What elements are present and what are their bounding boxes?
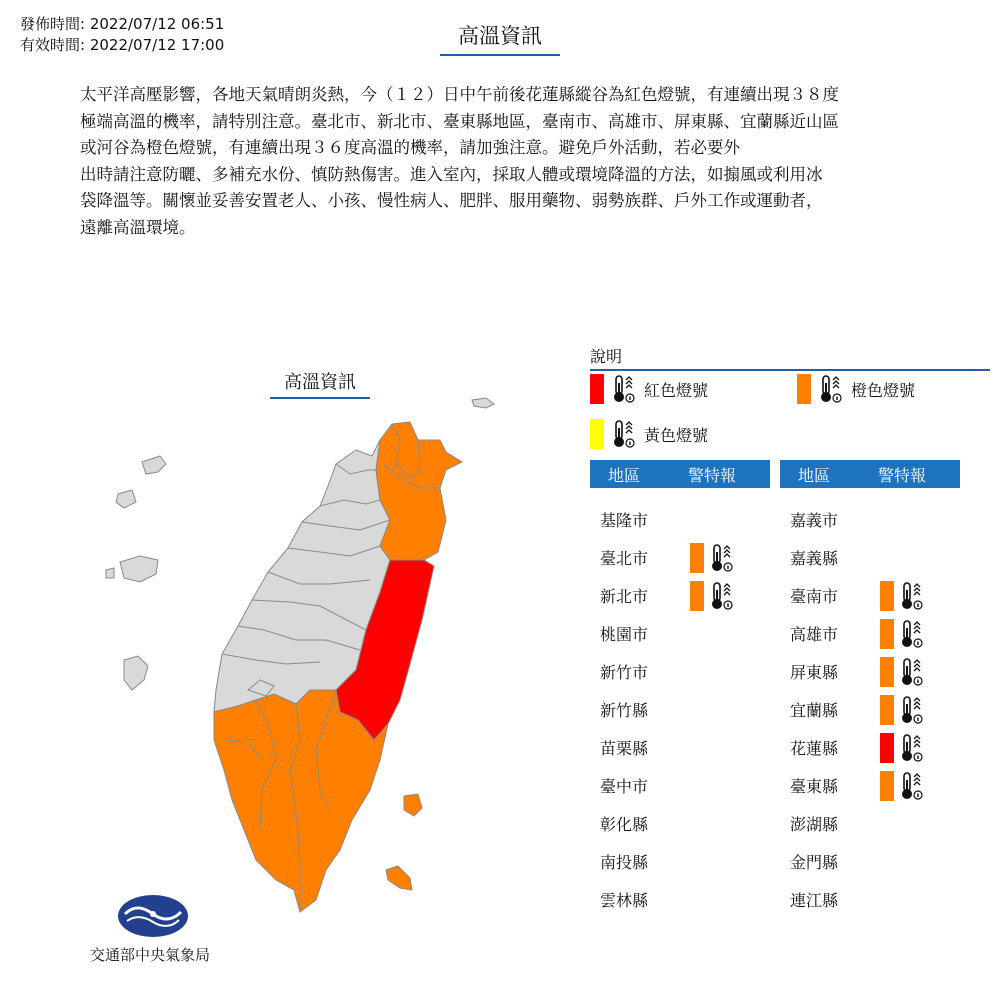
region-name: 嘉義市 bbox=[790, 510, 839, 530]
red-swatch bbox=[880, 733, 894, 763]
region-name: 雲林縣 bbox=[600, 890, 649, 910]
legend-item-red bbox=[590, 373, 708, 405]
thermometer-icon bbox=[610, 373, 636, 405]
region-name: 高雄市 bbox=[790, 624, 839, 644]
orange-swatch bbox=[880, 619, 894, 649]
legend-label: 橙色燈號 bbox=[851, 380, 916, 400]
map-green-island bbox=[404, 794, 422, 816]
region-name: 桃園市 bbox=[600, 624, 649, 644]
publish-time: 發佈時間: 2022/07/12 06:51 bbox=[20, 15, 225, 33]
thermometer-icon bbox=[898, 656, 924, 688]
warning-indicator bbox=[880, 732, 924, 764]
region-name: 連江縣 bbox=[790, 890, 839, 910]
description-line: 遠離高溫環境。 bbox=[80, 217, 196, 237]
thermometer-icon bbox=[610, 418, 636, 450]
table-row bbox=[600, 766, 770, 804]
thermometer-icon bbox=[898, 618, 924, 650]
table-row bbox=[790, 728, 960, 766]
table-row bbox=[790, 576, 960, 614]
cwb-logo-icon bbox=[117, 894, 189, 938]
warning-indicator bbox=[690, 580, 734, 612]
region-name: 澎湖縣 bbox=[790, 814, 839, 834]
table-row bbox=[600, 614, 770, 652]
warning-indicator bbox=[880, 580, 924, 612]
table-row bbox=[790, 690, 960, 728]
table-row bbox=[790, 880, 960, 918]
region-name: 金門縣 bbox=[790, 852, 839, 872]
page-title: 高溫資訊 bbox=[440, 20, 560, 56]
table-header-left bbox=[590, 460, 770, 488]
map-penghu bbox=[106, 456, 166, 690]
orange-swatch bbox=[880, 771, 894, 801]
region-name: 南投縣 bbox=[600, 852, 649, 872]
valid-time: 有效時間: 2022/07/12 17:00 bbox=[20, 36, 225, 54]
map-region-north-orange bbox=[376, 422, 462, 560]
table-row bbox=[790, 766, 960, 804]
warning-indicator bbox=[880, 694, 924, 726]
table-row bbox=[600, 842, 770, 880]
orange-swatch bbox=[797, 374, 811, 404]
orange-swatch bbox=[690, 581, 704, 611]
region-name: 宜蘭縣 bbox=[790, 700, 839, 720]
thermometer-icon bbox=[898, 694, 924, 726]
thermometer-icon bbox=[708, 542, 734, 574]
region-name: 臺中市 bbox=[600, 776, 649, 796]
map-guishan bbox=[472, 398, 494, 408]
thermometer-icon bbox=[708, 580, 734, 612]
thermometer-icon bbox=[898, 580, 924, 612]
thermometer-icon bbox=[898, 770, 924, 802]
table-row bbox=[790, 804, 960, 842]
thermometer-icon bbox=[817, 373, 843, 405]
table-row bbox=[600, 880, 770, 918]
issue-times bbox=[20, 14, 224, 56]
table-row bbox=[600, 728, 770, 766]
header-warning: 警特報 bbox=[878, 465, 927, 485]
warning-indicator bbox=[880, 656, 924, 688]
orange-swatch bbox=[690, 543, 704, 573]
description-line: 極端高溫的機率，請特別注意。臺北市、新北市、臺東縣地區，臺南市、高雄市、屏東縣、宜蘭縣近山區 bbox=[80, 111, 839, 131]
region-name: 臺東縣 bbox=[790, 776, 839, 796]
table-row bbox=[600, 804, 770, 842]
legend-item-orange bbox=[797, 373, 915, 405]
region-name: 新北市 bbox=[600, 586, 649, 606]
table-row bbox=[790, 842, 960, 880]
orange-swatch bbox=[880, 657, 894, 687]
map-title: 高溫資訊 bbox=[270, 368, 370, 399]
warning-indicator bbox=[880, 770, 924, 802]
table-row bbox=[790, 500, 960, 538]
header-region: 地區 bbox=[798, 465, 831, 485]
yellow-swatch bbox=[590, 419, 604, 449]
orange-swatch bbox=[880, 695, 894, 725]
region-name: 新竹縣 bbox=[600, 700, 649, 720]
thermometer-icon bbox=[898, 732, 924, 764]
region-name: 基隆市 bbox=[600, 510, 649, 530]
legend-label: 紅色燈號 bbox=[644, 380, 709, 400]
warning-indicator bbox=[880, 618, 924, 650]
description-line: 出時請注意防曬、多補充水份、慎防熱傷害。進入室內，採取人體或環境降溫的方法，如搧風或利用冰 bbox=[80, 164, 823, 184]
region-name: 新竹市 bbox=[600, 662, 649, 682]
description-line: 太平洋高壓影響，各地天氣晴朗炎熱，今（１２）日中午前後花蓮縣縱谷為紅色燈號，有連續出現３８度 bbox=[80, 85, 839, 104]
table-header-right bbox=[780, 460, 960, 488]
legend-item-yellow bbox=[590, 418, 708, 450]
table-row bbox=[790, 652, 960, 690]
map-orchid-island bbox=[386, 866, 412, 890]
description-text bbox=[80, 82, 930, 241]
region-name: 苗栗縣 bbox=[600, 738, 649, 758]
taiwan-map bbox=[100, 390, 500, 930]
region-name: 嘉義縣 bbox=[790, 548, 839, 568]
legend-label: 黃色燈號 bbox=[644, 425, 709, 445]
table-row bbox=[790, 614, 960, 652]
description-line: 袋降溫等。關懷並妥善安置老人、小孩、慢性病人、肥胖、服用藥物、弱勢族群、戶外工作或運動者， bbox=[80, 191, 823, 210]
description-line: 或河谷為橙色燈號，有連續出現３６度高溫的機率，請加強注意。避免戶外活動，若必要外 bbox=[80, 138, 740, 157]
table-row bbox=[600, 500, 770, 538]
organization-name: 交通部中央氣象局 bbox=[89, 946, 210, 964]
red-swatch bbox=[590, 374, 604, 404]
table-row bbox=[600, 538, 770, 576]
region-name: 臺南市 bbox=[790, 586, 839, 606]
region-name: 臺北市 bbox=[600, 548, 649, 568]
warning-indicator bbox=[690, 542, 734, 574]
header-region: 地區 bbox=[608, 465, 641, 485]
orange-swatch bbox=[880, 581, 894, 611]
table-row bbox=[790, 538, 960, 576]
header-warning: 警特報 bbox=[688, 465, 737, 485]
region-name: 屏東縣 bbox=[790, 662, 839, 682]
region-name: 花蓮縣 bbox=[790, 738, 839, 758]
table-row bbox=[600, 652, 770, 690]
table-row bbox=[600, 576, 770, 614]
region-name: 彰化縣 bbox=[600, 814, 649, 834]
legend-title: 說明 bbox=[590, 344, 990, 371]
table-row bbox=[600, 690, 770, 728]
